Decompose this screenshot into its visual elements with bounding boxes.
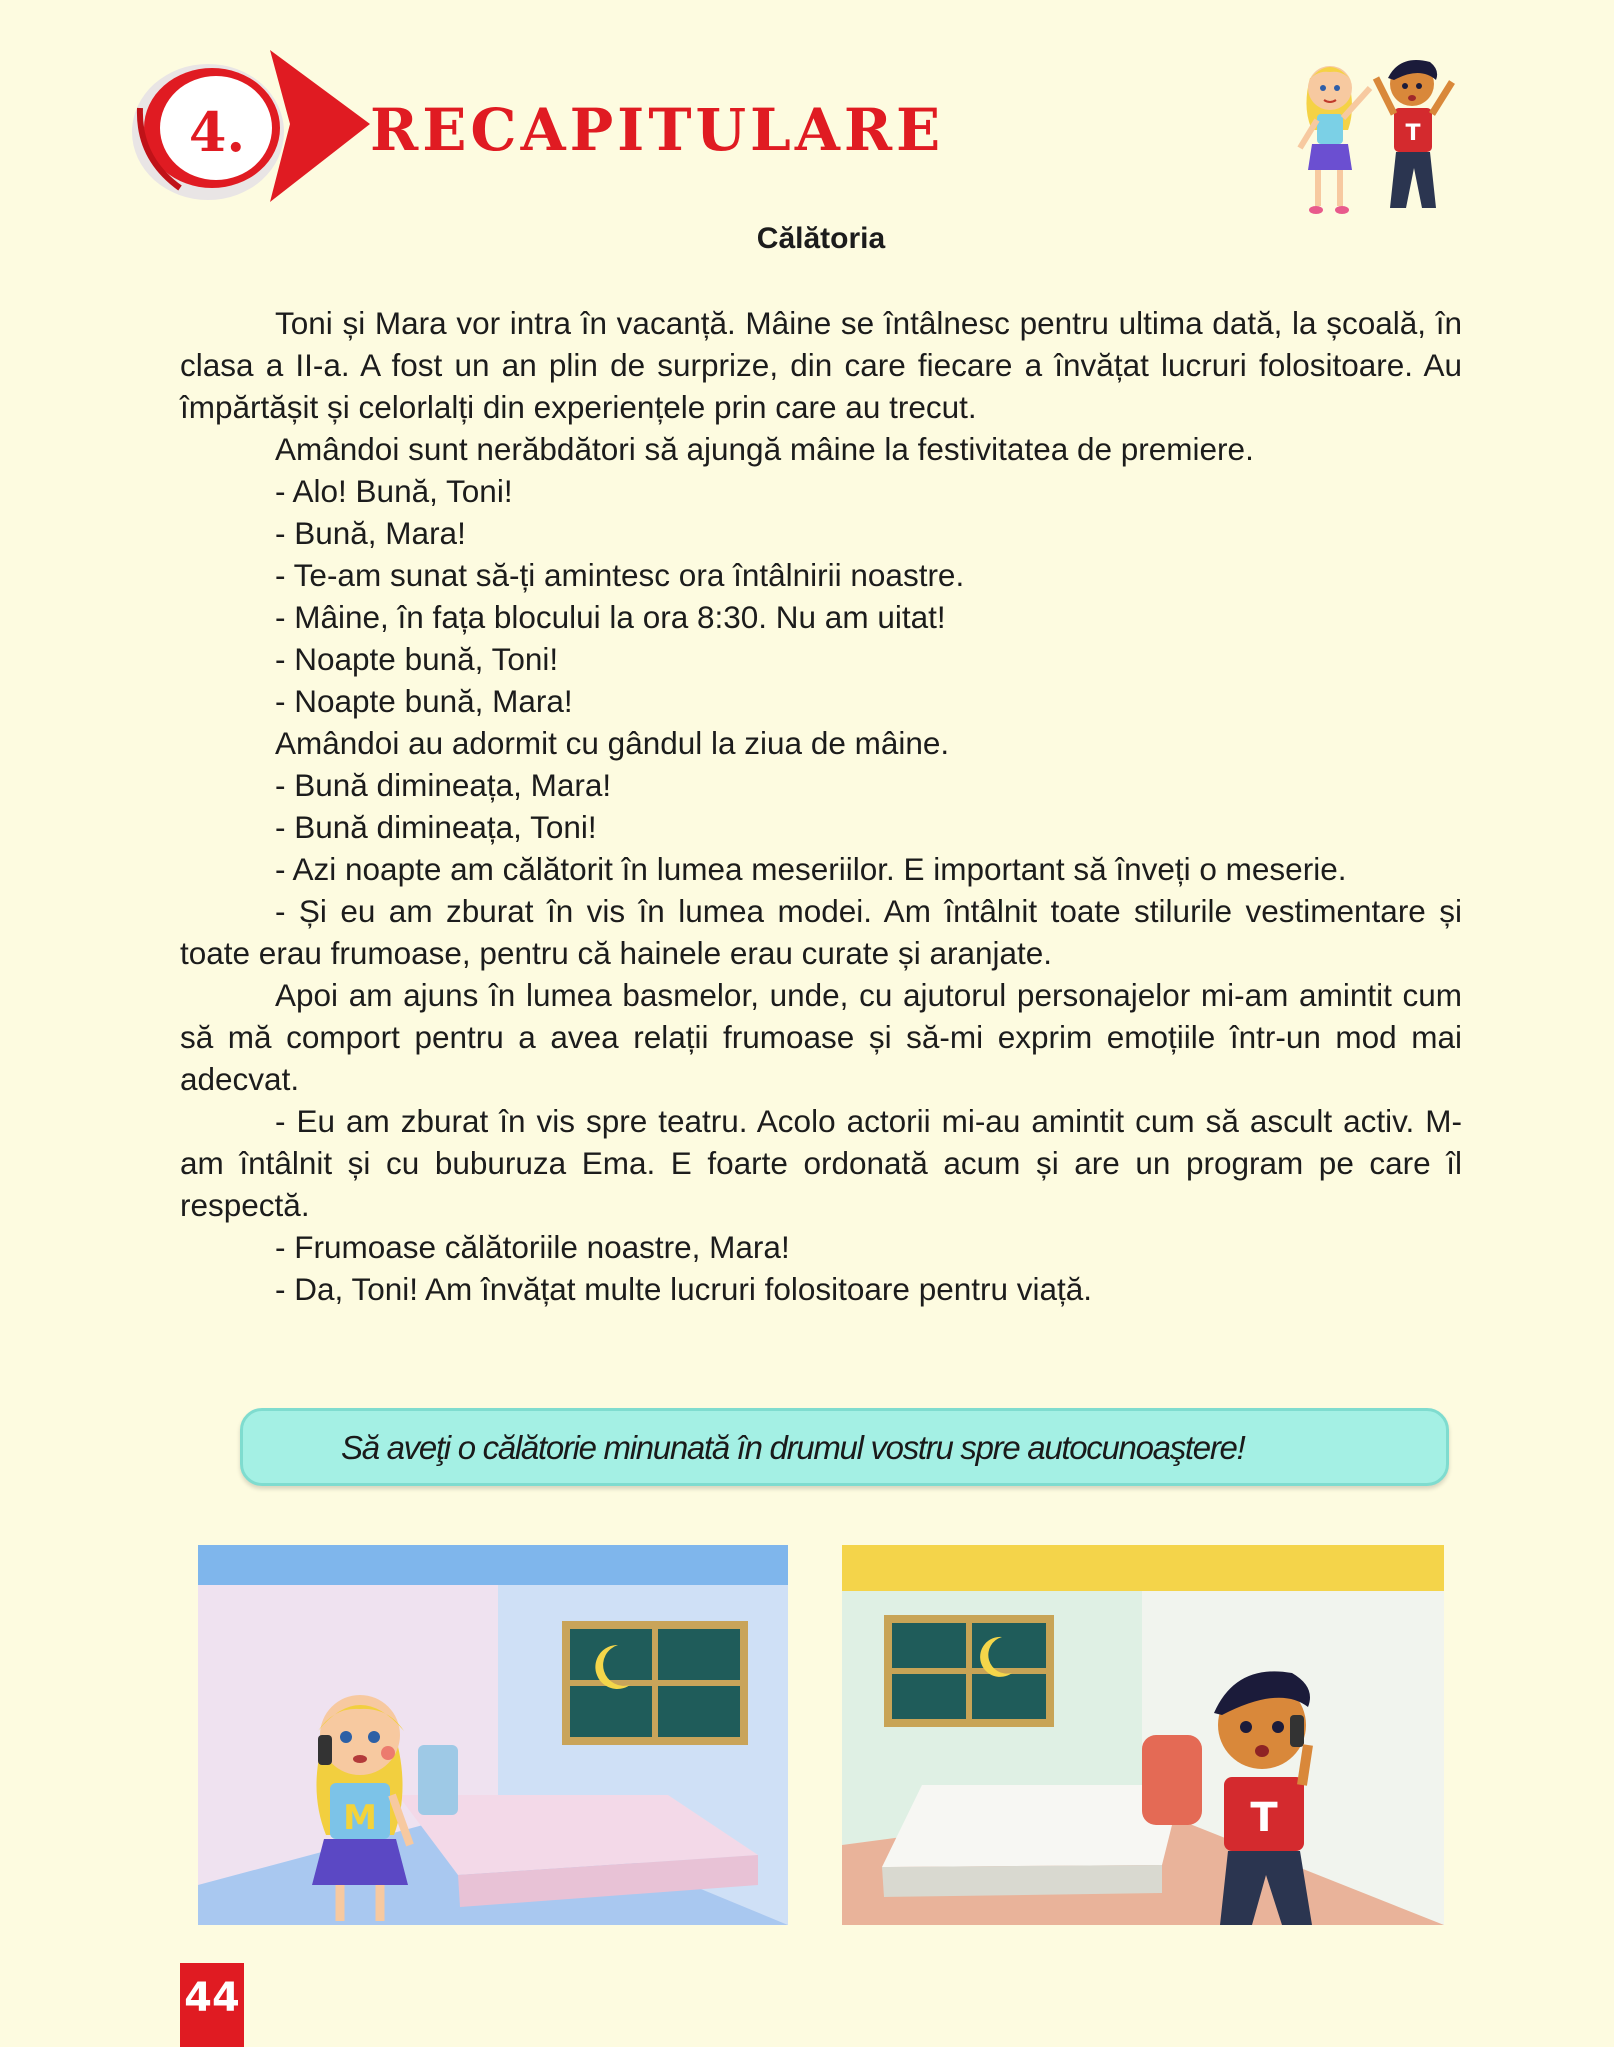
story-paragraph: Amândoi sunt nerăbdători să ajungă mâine la festivitatea de premiere. — [275, 431, 1254, 467]
story-paragraph: - Noapte bună, Toni! — [275, 641, 559, 677]
story-paragraph: Toni și Mara vor intra în vacanță. Mâine se întâlnesc pentru ultima dată, la școală, în clasa a II-a. A fost un an plin de surprize, din care fiecare a învățat lucruri folositoare. Au împărtășit și celorlalți din experiențele prin care au trecut. — [180, 305, 1462, 425]
story-paragraph: - Te-am sunat să-ți amintesc ora întâlnirii noastre. — [275, 557, 965, 593]
page-number: 44 — [184, 1975, 240, 2021]
story-paragraph: - Bună, Mara! — [275, 515, 466, 551]
story-title: Călătoria — [756, 222, 886, 255]
kids-waving-illustration — [1290, 48, 1490, 228]
story-paragraph: - Eu am zburat în vis spre teatru. Acolo actorii mi-au amintit cum să ascult activ. M-am întâlnit și cu buburuza Ema. E foarte ordonată acum și are un program pe care îl respectă. — [180, 1103, 1462, 1223]
story-paragraph: - Bună dimineața, Toni! — [275, 809, 597, 845]
story-paragraph: - Mâine, în fața blocului la ora 8:30. Nu am uitat! — [275, 599, 946, 635]
story-paragraph: - Noapte bună, Mara! — [275, 683, 573, 719]
chapter-number: 4. — [188, 100, 246, 164]
story-paragraph: - Și eu am zburat în vis în lumea modei. Am întâlnit toate stilurile vestimentare și toate erau frumoase, pentru că hainele erau curate și aranjate. — [180, 893, 1462, 971]
story-paragraph: - Da, Toni! Am învățat multe lucruri folositoare pentru viață. — [275, 1271, 1093, 1307]
wish-banner — [240, 1408, 1449, 1486]
phone-icon — [1290, 1715, 1304, 1747]
girl-shirt-letter: M — [343, 1798, 377, 1838]
boy-bedroom-illustration — [842, 1545, 1444, 1925]
chapter-title: RECAPITULARE — [370, 96, 945, 164]
page-number-box — [180, 1963, 244, 2047]
svg-text:T: T — [1405, 121, 1421, 146]
boy-shirt-letter: T — [1250, 1795, 1278, 1841]
story-paragraph: - Azi noapte am călătorit în lumea meseriilor. E important să înveți o meserie. — [275, 851, 1347, 887]
phone-icon — [318, 1735, 332, 1765]
story-paragraph: - Frumoase călătoriile noastre, Mara! — [275, 1229, 790, 1265]
story-paragraph: - Alo! Bună, Toni! — [275, 473, 513, 509]
girl-bedroom-illustration — [198, 1545, 788, 1925]
story-text — [180, 302, 1462, 1310]
story-paragraph: - Bună dimineața, Mara! — [275, 767, 612, 803]
story-paragraph: Amândoi au adormit cu gândul la ziua de mâine. — [275, 725, 950, 761]
wish-banner-text: Să aveţi o călătorie minunată în drumul vostru spre autocunoaştere! — [341, 1429, 1245, 1466]
chapter-header — [130, 48, 945, 208]
story-paragraph: Apoi am ajuns în lumea basmelor, unde, cu ajutorul personajelor mi-am amintit cum să mă comport pentru a avea relații frumoase și să-mi exprim emoțiile într-un mod mai adecvat. — [180, 977, 1462, 1097]
